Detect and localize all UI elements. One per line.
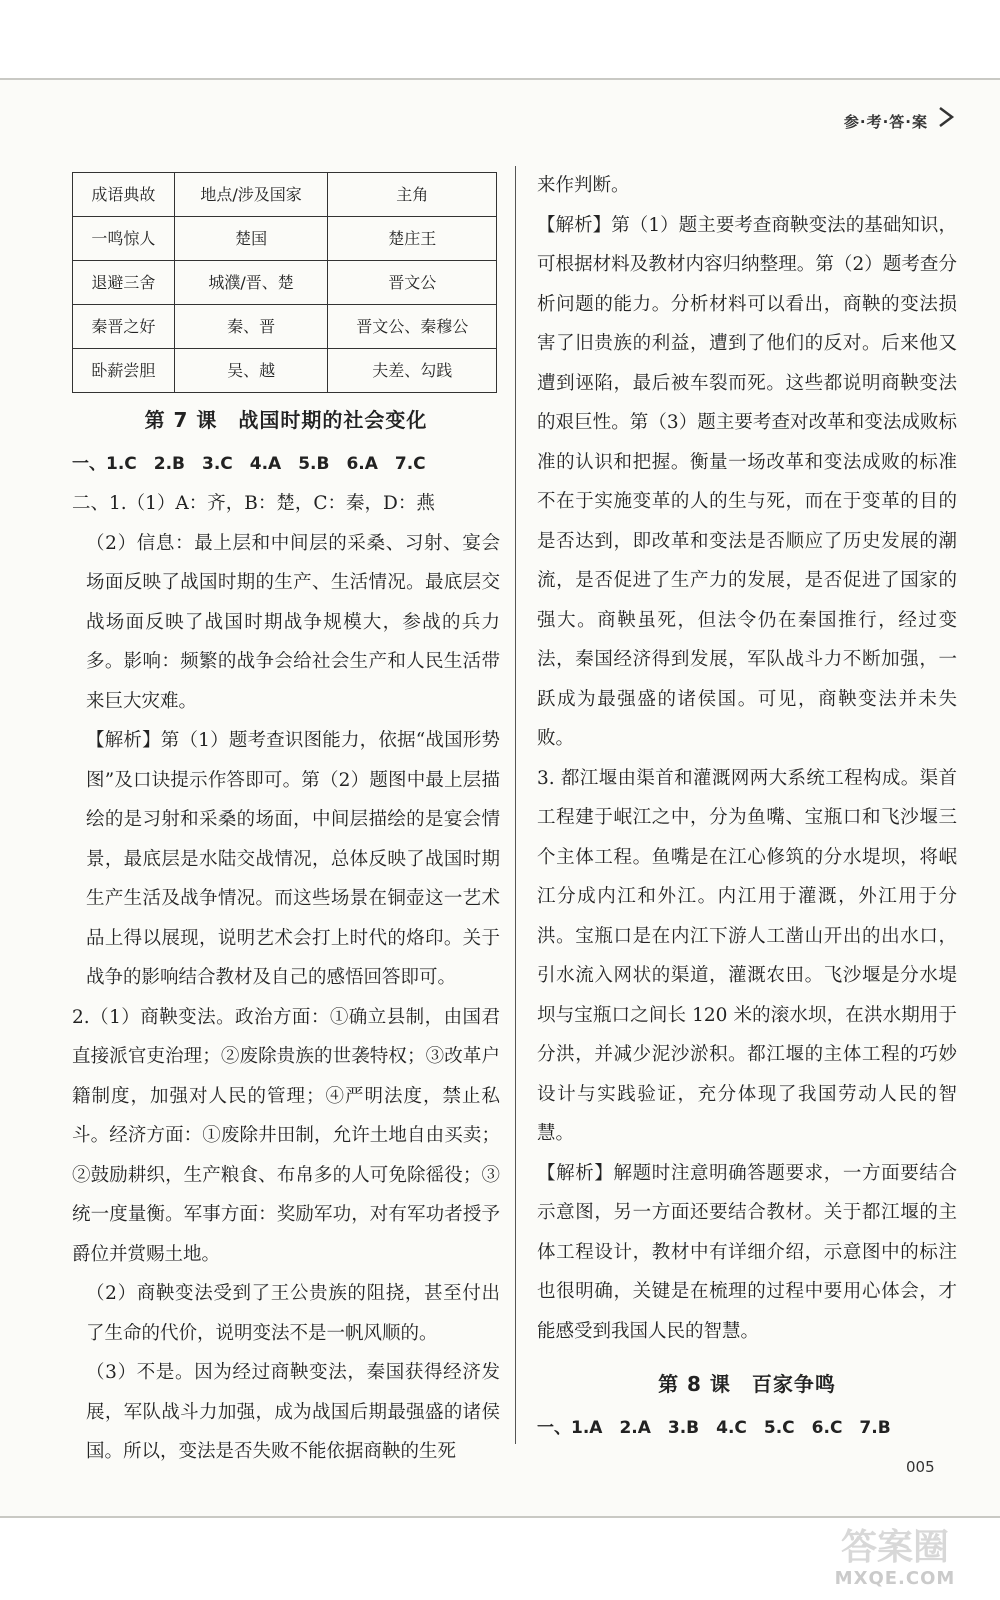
lesson-7-q1-analysis: 【解析】第（1）题考查识图能力，依据“战国形势图”及口诀提示作答即可。第（2）题图中最上层描绘的是习射和采桑的场面，中间层描绘的是宴会情景，最底层是水陆交战情况，总体反映了战国时期生产生活及战争情况。而这些场景在铜壶这一艺术品上得以展现，说明艺术会打上时代的烙印。关于战争的影响结合教材及自己的感悟回答即可。 [86, 730, 500, 988]
table-cell: 晋文公、秦穆公 [328, 305, 497, 349]
column-divider [515, 166, 516, 1444]
lesson-7-q3-analysis: 【解析】解题时注意明确答题要求，一方面要结合示意图，另一方面还要结合教材。关于都江堰的主体工程设计，教材中有详细介绍，示意图中的标注也很明确，关键是在梳理的过程中要用心体会，才能感受到我国人民的智慧。 [537, 1162, 957, 1342]
right-column [537, 166, 957, 1448]
lesson-7-choice-answers: 一、1.C 2.B 3.C 4.A 5.B 6.A 7.C [72, 453, 426, 474]
watermark-url: MXQE.COM [834, 1568, 956, 1589]
lesson-8-choice-answers: 一、1.A 2.A 3.B 4.C 5.C 6.C 7.B [537, 1417, 891, 1438]
table-cell: 退避三舍 [73, 261, 175, 305]
table-header-row [73, 173, 497, 217]
table-row [73, 305, 497, 349]
table-header-cell: 主角 [328, 173, 497, 217]
table-cell: 城濮/晋、楚 [174, 261, 328, 305]
left-column [72, 172, 500, 1472]
watermark-logo-text: 答案圈 [840, 1527, 949, 1568]
table-cell: 楚庄王 [328, 217, 497, 261]
lesson-7-title: 第 7 课 战国时期的社会变化 [144, 408, 428, 432]
table-cell: 秦、晋 [174, 305, 328, 349]
table-cell: 卧薪尝胆 [73, 349, 175, 393]
chevron-right-icon [936, 106, 956, 128]
lesson-7-q2-part1: 2.（1）商鞅变法。政治方面：①确立县制，由国君直接派官吏治理；②废除贵族的世袭特权；③改革户籍制度，加强对人民的管理；④严明法度，禁止私斗。经济方面：①废除井田制，允许土地自由买卖；②鼓励耕织，生产粮食、布帛多的人可免除徭役；③统一度量衡。军事方面：奖励军功，对有军功者授予爵位并赏赐土地。 [72, 1006, 500, 1265]
table-cell: 夫差、勾践 [328, 349, 497, 393]
table-cell: 楚国 [174, 217, 328, 261]
lesson-7-q2-part3: （3）不是。因为经过商鞅变法，秦国获得经济发展，军队战斗力加强，成为战国后期最强盛的诸侯国。所以，变法是否失败不能依据商鞅的生死 [86, 1362, 500, 1462]
table-row [73, 217, 497, 261]
lesson-7-q1-part2: （2）信息：最上层和中间层的采桑、习射、宴会场面反映了战国时期的生产、生活情况。最底层交战场面反映了战国时期战争规模大，参战的兵力多。影响：频繁的战争会给社会生产和人民生活带来巨大灾难。 [86, 532, 500, 712]
lesson-7-q2-part3-continued: 来作判断。 [537, 175, 630, 196]
table-header-cell: 地点/涉及国家 [174, 173, 328, 217]
table-cell: 晋文公 [328, 261, 497, 305]
table-cell: 吴、越 [174, 349, 328, 393]
table-header-cell: 成语典故 [73, 173, 175, 217]
table-cell: 秦晋之好 [73, 305, 175, 349]
lesson-7-q2-part2: （2）商鞅变法受到了王公贵族的阻挠，甚至付出了生命的代价，说明变法不是一帆风顺的。 [86, 1283, 500, 1344]
section-header-tag: 参·考·答·案 [843, 113, 928, 131]
page-number: 005 [906, 1458, 935, 1476]
lesson-7-q2-analysis: 【解析】第（1）题主要考查商鞅变法的基础知识，可根据材料及教材内容归纳整理。第（2）题考查分析问题的能力。分析材料可以看出，商鞅的变法损害了旧贵族的利益，遭到了他们的反对。后来他又遭到诬陷，最后被车裂而死。这些都说明商鞅变法的艰巨性。第（3）题主要考查对改革和变法成败标准的认识和把握。衡量一场改革和变法成败的标准不在于实施变革的人的生与死，而在于变革的目的是否达到，即改革和变法是否顺应了历史发展的潮流，是否促进了生产力的发展，是否促进了国家的强大。商鞅虽死，但法令仍在秦国推行，经过变法，秦国经济得到发展，军队战斗力不断加强，一跃成为最强盛的诸侯国。可见，商鞅变法并未失败。 [537, 214, 957, 749]
table-cell: 一鸣惊人 [73, 217, 175, 261]
table-row [73, 261, 497, 305]
lesson-7-q3-answer: 3. 都江堰由渠首和灌溉网两大系统工程构成。渠首工程建于岷江之中，分为鱼嘴、宝瓶口和飞沙堰三个主体工程。鱼嘴是在江心修筑的分水堤坝，将岷江分成内江和外江。内江用于灌溉，外江用于分洪。宝瓶口是在内江下游人工凿山开出的出水口，引水流入网状的渠道，灌溉农田。飞沙堰是分水堤坝与宝瓶口之间长 120 米的滚水坝，在洪水期用于分洪，并减少泥沙淤积。都江堰的主体工程的巧妙设计与实践验证，充分体现了我国劳动人民的智慧。 [537, 767, 957, 1144]
idiom-table [72, 172, 497, 393]
watermark-logo [800, 1528, 990, 1598]
lesson-7-q1-part1: 二、1.（1）A：齐，B：楚，C：秦，D：燕 [72, 493, 435, 514]
lesson-8-title: 第 8 课 百家争鸣 [658, 1372, 836, 1396]
table-row [73, 349, 497, 393]
